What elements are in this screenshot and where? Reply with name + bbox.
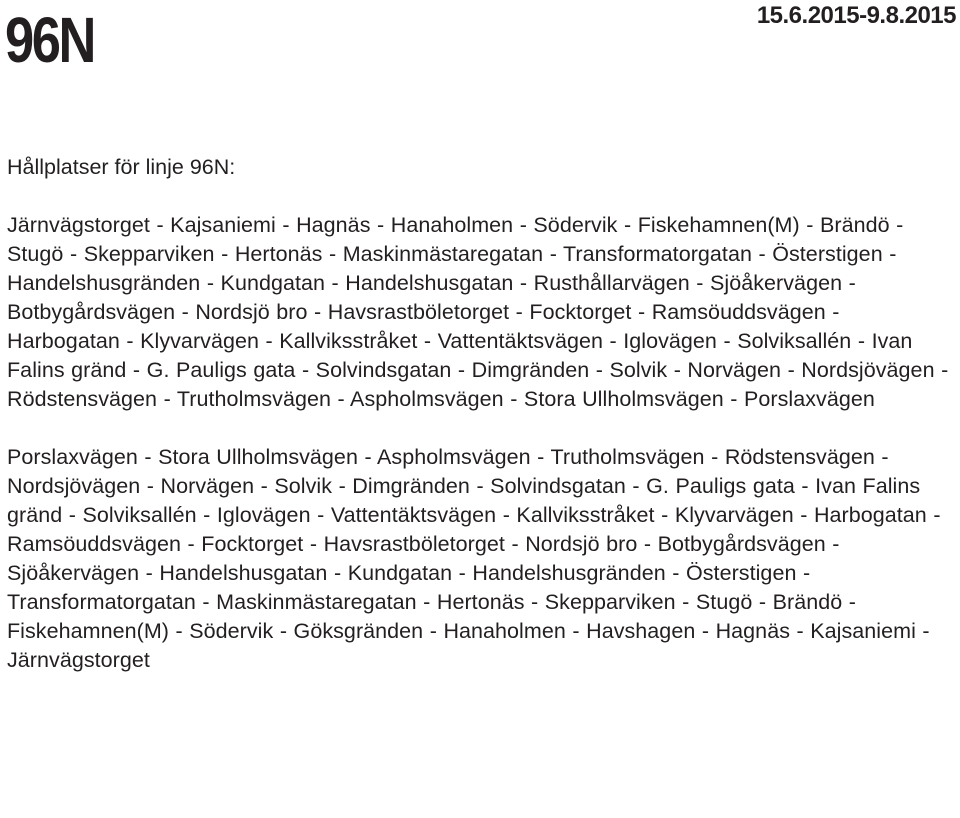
date-range: 15.6.2015-9.8.2015	[756, 2, 956, 29]
route-code: 96N	[5, 4, 94, 76]
return-stops: Porslaxvägen - Stora Ullholmsvägen - Aspholmsvägen - Trutholmsvägen - Rödstensvägen - Nordsjövägen - Norvägen - Solvik - Dimgränden - Solvindsgatan - G. Pauligs gata - Ivan Falins gränd - Solviksallén - Iglovägen - Vattentäktsvägen - Kallviksstråket - Klyvarvägen - Harbogatan - Ramsöuddsvägen - Focktorget - Havsrastböletorget - Nordsjö bro - Botbygårdsvägen - Sjöåkervägen - Handelshusgatan - Kundgatan - Handelshusgränden - Österstigen - Transformatorgatan - Maskinmästaregatan - Hertonäs - Skepparviken - Stugö - Brändö - Fiskehamnen(M) - Södervik - Göksgränden - Hanaholmen - Havshagen - Hagnäs - Kajsaniemi - Järnvägstorget	[7, 445, 941, 672]
outbound-stops: Järnvägstorget - Kajsaniemi - Hagnäs - Hanaholmen - Södervik - Fiskehamnen(M) - Brändö - Stugö - Skepparviken - Hertonäs - Maskinmästaregatan - Transformatorgatan - Österstigen - Handelshusgränden - Kundgatan - Handelshusgatan - Rusthållarvägen - Sjöåkervägen - Botbygårdsvägen - Nordsjö bro - Havsrastböletorget - Focktorget - Ramsöuddsvägen - Harbogatan - Klyvarvägen - Kallviksstråket - Vattentäktsvägen - Iglovägen - Solviksallén - Ivan Falins gränd - G. Pauligs gata - Solvindsgatan - Dimgränden - Solvik - Norvägen - Nordsjövägen - Rödstensvägen - Trutholmsvägen - Aspholmsvägen - Stora Ullholmsvägen - Porslaxvägen	[7, 213, 949, 411]
stops-section	[7, 153, 957, 675]
stops-heading: Hållplatser för linje 96N:	[7, 155, 236, 179]
